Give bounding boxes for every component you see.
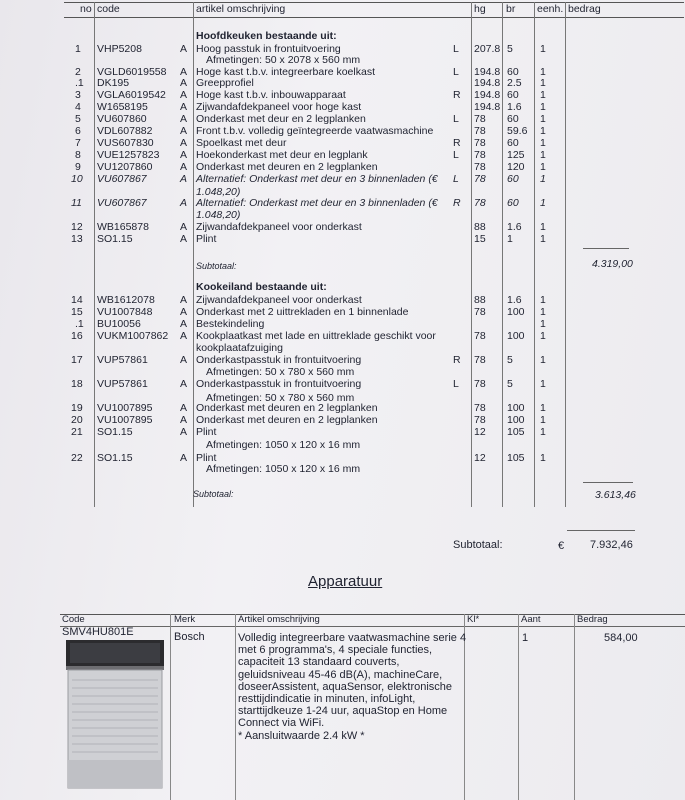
row-a: A (180, 77, 188, 89)
appliance-description-line: capaciteit 13 standaard couverts, (238, 656, 400, 669)
row-code: VU1007895 (97, 402, 153, 414)
row-br: 60 (507, 197, 519, 209)
row-number: 10 (71, 173, 83, 185)
row-hg: 78 (474, 161, 486, 173)
row-eenh: 1 (540, 137, 546, 149)
row-a: A (180, 378, 188, 390)
row-code: W1658195 (97, 101, 148, 113)
row-eenh: 1 (540, 354, 546, 366)
row-hg: 78 (474, 306, 486, 318)
row-hg: 78 (474, 330, 486, 342)
row-description: Zijwandafdekpaneel voor hoge kast (196, 101, 362, 113)
row-eenh: 1 (540, 378, 546, 390)
row-code: VU607867 (97, 173, 147, 185)
dimension-note: Afmetingen: 50 x 780 x 560 mm (206, 366, 355, 378)
row-eenh: 1 (540, 426, 546, 438)
row-description: Onderkastpasstuk in frontuitvoering (196, 354, 362, 366)
row-code: VU1007895 (97, 414, 153, 426)
row-side: R (453, 137, 461, 149)
row-code: BU10056 (97, 318, 141, 330)
row-a: A (180, 306, 188, 318)
row-code: VU1007848 (97, 306, 153, 318)
row-a: A (180, 354, 188, 366)
row-hg: 194.8 (474, 66, 501, 78)
row-number: .1 (75, 77, 84, 89)
appliance-code: SMV4HU801E (62, 626, 134, 638)
dimension-note: Afmetingen: 1050 x 120 x 16 mm (206, 439, 361, 451)
row-description: Onderkast met deuren en 2 legplanken (196, 161, 378, 173)
dimension-note: Afmetingen: 1050 x 120 x 16 mm (206, 463, 361, 475)
dishwasher-image (66, 640, 164, 790)
row-code: VUP57861 (97, 354, 148, 366)
row-description: Hoog passtuk in frontuitvoering (196, 43, 341, 55)
row-eenh: 1 (540, 43, 546, 55)
row-description: Kookplaatkast met lade en uittreklade geschikt voor (196, 330, 436, 342)
row-eenh: 1 (540, 77, 546, 89)
row-hg: 78 (474, 137, 486, 149)
row-a: A (180, 101, 188, 113)
appliance-header-code: Code (62, 614, 85, 625)
row-br: 105 (507, 426, 525, 438)
row-a: A (180, 161, 188, 173)
row-code: VGLD6019558 (97, 66, 167, 78)
row-eenh: 1 (540, 221, 546, 233)
row-hg: 194.8 (474, 77, 501, 89)
row-eenh: 1 (540, 402, 546, 414)
row-description: Alternatief: Onderkast met deur en 3 binnenladen (€ (196, 197, 438, 209)
row-code: VUP57861 (97, 378, 148, 390)
row-description: Onderkastpasstuk in frontuitvoering (196, 378, 362, 390)
dimension-note: Afmetingen: 50 x 780 x 560 mm (206, 392, 355, 404)
row-br: 5 (507, 43, 513, 55)
row-a: A (180, 173, 188, 185)
row-eenh: 1 (540, 318, 546, 330)
row-eenh: 1 (540, 414, 546, 426)
appliance-header-merk: Merk (174, 614, 196, 625)
appliance-description-line: * Aansluitwaarde 2.4 kW * (238, 729, 365, 742)
row-code: WB165878 (97, 221, 149, 233)
appliance-price: 584,00 (604, 632, 638, 644)
row-code: SO1.15 (97, 452, 133, 464)
row-number: .1 (75, 318, 84, 330)
row-number: 5 (75, 113, 81, 125)
row-br: 60 (507, 173, 519, 185)
row-side: L (453, 113, 459, 125)
row-hg: 207.8 (474, 43, 501, 55)
row-hg: 78 (474, 414, 486, 426)
row-br: 60 (507, 89, 519, 101)
row-br: 5 (507, 354, 513, 366)
row-eenh: 1 (540, 66, 546, 78)
alt-price-note: 1.048,20) (196, 209, 241, 221)
row-number: 3 (75, 89, 81, 101)
row-number: 18 (71, 378, 83, 390)
row-hg: 15 (474, 233, 486, 245)
row-a: A (180, 221, 188, 233)
row-br: 100 (507, 402, 525, 414)
row-description: Onderkast met deuren en 2 legplanken (196, 402, 378, 414)
appliance-description-line: geluidsniveau 45-46 dB(A), machineCare, (238, 668, 443, 681)
row-eenh: 1 (540, 452, 546, 464)
row-eenh: 1 (540, 294, 546, 306)
col-divider-code (193, 2, 194, 507)
row-a: A (180, 452, 188, 464)
row-number: 4 (75, 101, 81, 113)
row-eenh: 1 (540, 89, 546, 101)
row-number: 15 (71, 306, 83, 318)
total-label: Subtotaal: (453, 539, 503, 551)
appliance-header-aant: Aant (521, 614, 541, 625)
row-a: A (180, 233, 188, 245)
appliance-quantity: 1 (522, 632, 529, 644)
row-description: Plint (196, 233, 217, 245)
row-code: VUKM1007862 (97, 330, 169, 342)
row-number: 2 (75, 66, 81, 78)
row-side: L (453, 378, 459, 390)
subtotal-value: 3.613,46 (595, 489, 636, 501)
row-hg: 78 (474, 378, 486, 390)
alt-price-note: 1.048,20) (196, 186, 241, 198)
row-eenh: 1 (540, 233, 546, 245)
row-br: 1.6 (507, 294, 522, 306)
header-omschrijving: artikel omschrijving (196, 3, 286, 15)
row-br: 100 (507, 414, 525, 426)
row-br: 100 (507, 330, 525, 342)
row-number: 21 (71, 426, 83, 438)
row-number: 1 (75, 43, 81, 55)
subtotal-label: Subtotaal: (196, 261, 237, 271)
subtotal-rule (583, 482, 633, 483)
row-description: Hoge kast t.b.v. inbouwapparaat (196, 89, 346, 101)
row-code: VGLA6019542 (97, 89, 166, 101)
appliance-description-line: Connect via WiFi. (238, 717, 325, 730)
row-br: 60 (507, 137, 519, 149)
row-a: A (180, 402, 188, 414)
row-number: 14 (71, 294, 83, 306)
row-eenh: 1 (540, 149, 546, 161)
row-a: A (180, 197, 188, 209)
col-divider (235, 614, 236, 800)
row-hg: 78 (474, 113, 486, 125)
col-divider-br (534, 2, 535, 507)
row-description: Zijwandafdekpaneel voor onderkast (196, 221, 362, 233)
row-a: A (180, 125, 188, 137)
row-description: Front t.b.v. volledig geïntegreerde vaatwasmachine (196, 125, 434, 137)
row-a: A (180, 89, 188, 101)
row-hg: 78 (474, 173, 486, 185)
row-hg: 194.8 (474, 89, 501, 101)
row-eenh: 1 (540, 330, 546, 342)
row-a: A (180, 43, 188, 55)
col-divider (574, 614, 575, 800)
kookplaat-extra: kookplaatafzuiging (196, 342, 283, 354)
row-number: 13 (71, 233, 83, 245)
row-code: VU607867 (97, 197, 147, 209)
row-description: Bestekindeling (196, 318, 265, 330)
row-number: 8 (75, 149, 81, 161)
subtotal-rule (583, 248, 629, 249)
row-side: R (453, 354, 461, 366)
row-side: R (453, 89, 461, 101)
row-description: Onderkast met deuren en 2 legplanken (196, 414, 378, 426)
row-hg: 12 (474, 452, 486, 464)
row-eenh: 1 (540, 173, 546, 185)
row-code: VUE1257823 (97, 149, 160, 161)
row-a: A (180, 113, 188, 125)
row-a: A (180, 318, 188, 330)
row-br: 1.6 (507, 221, 522, 233)
row-eenh: 1 (540, 197, 546, 209)
subtotal-label: Subtotaal: (193, 489, 234, 499)
row-hg: 12 (474, 426, 486, 438)
row-br: 1 (507, 233, 513, 245)
row-hg: 78 (474, 402, 486, 414)
apparatuur-title: Apparatuur (308, 573, 383, 590)
row-br: 125 (507, 149, 525, 161)
row-hg: 78 (474, 354, 486, 366)
row-br: 60 (507, 66, 519, 78)
row-br: 100 (507, 306, 525, 318)
header-no: no (80, 3, 92, 15)
row-hg: 78 (474, 125, 486, 137)
row-eenh: 1 (540, 306, 546, 318)
total-currency: € (558, 540, 565, 552)
total-value: 7.932,46 (590, 539, 633, 551)
row-code: SO1.15 (97, 233, 133, 245)
row-br: 60 (507, 113, 519, 125)
row-side: L (453, 66, 459, 78)
dimension-note: Afmetingen: 50 x 2078 x 560 mm (206, 54, 361, 66)
row-side: R (453, 197, 461, 209)
row-description: Onderkast met deur en 2 legplanken (196, 113, 366, 125)
appliance-description-line: Volledig integreerbare vaatwasmachine serie 4 (238, 632, 467, 644)
row-eenh: 1 (540, 161, 546, 173)
row-number: 7 (75, 137, 81, 149)
total-rule (567, 530, 635, 531)
col-divider-desc (471, 2, 472, 507)
appliance-description-line: met 6 programma's, 4 speciale functies, (238, 644, 433, 657)
row-side: L (453, 43, 459, 55)
row-a: A (180, 66, 188, 78)
row-number: 17 (71, 354, 83, 366)
appliance-header-rule (60, 626, 685, 627)
row-code: VU1207860 (97, 161, 153, 173)
row-code: VUS607830 (97, 137, 154, 149)
row-description: Onderkast met 2 uittrekladen en 1 binnenlade (196, 306, 409, 318)
row-hg: 88 (474, 294, 486, 306)
header-br: br (506, 3, 516, 15)
row-a: A (180, 137, 188, 149)
row-code: WB1612078 (97, 294, 155, 306)
appliance-description-line: starttijdkeuze 1-24 uur, aquaStop en Home (238, 705, 448, 718)
row-description: Greepprofiel (196, 77, 254, 89)
row-number: 20 (71, 414, 83, 426)
header-hg: hg (474, 3, 486, 15)
row-hg: 88 (474, 221, 486, 233)
row-description: Hoekonderkast met deur en legplank (196, 149, 368, 161)
row-br: 120 (507, 161, 525, 173)
appliance-brand: Bosch (174, 631, 205, 643)
row-eenh: 1 (540, 101, 546, 113)
appliance-header-kl: Kl* (467, 614, 480, 625)
row-description: Plint (196, 426, 217, 438)
row-side: L (453, 173, 459, 185)
section1-title: Hoofdkeuken bestaande uit: (196, 30, 337, 42)
row-hg: 78 (474, 197, 486, 209)
row-hg: 194.8 (474, 101, 501, 113)
row-number: 6 (75, 125, 81, 137)
row-br: 105 (507, 452, 525, 464)
appliance-header-bedrag: Bedrag (577, 614, 608, 625)
row-description: Plint (196, 452, 217, 464)
row-number: 12 (71, 221, 83, 233)
header-bedrag: bedrag (568, 3, 601, 15)
row-number: 19 (71, 402, 83, 414)
col-divider-hg (502, 2, 503, 507)
row-eenh: 1 (540, 113, 546, 125)
row-a: A (180, 294, 188, 306)
appliance-description-line: resttijdindicatie in minuten, infoLight, (238, 693, 416, 705)
col-divider (518, 614, 519, 800)
row-br: 5 (507, 378, 513, 390)
row-description: Spoelkast met deur (196, 137, 287, 149)
row-number: 22 (71, 452, 83, 464)
row-description: Zijwandafdekpaneel voor onderkast (196, 294, 362, 306)
row-number: 11 (71, 197, 82, 209)
row-number: 16 (71, 330, 83, 342)
row-a: A (180, 414, 188, 426)
col-divider-no (94, 2, 95, 507)
col-divider-eenh (565, 2, 566, 507)
row-code: VU607860 (97, 113, 147, 125)
header-code: code (97, 3, 120, 15)
row-code: VHP5208 (97, 43, 142, 55)
row-a: A (180, 149, 188, 161)
row-a: A (180, 330, 188, 342)
row-eenh: 1 (540, 125, 546, 137)
row-description: Hoge kast t.b.v. integreerbare koelkast (196, 66, 375, 78)
row-hg: 78 (474, 149, 486, 161)
header-eenh: eenh. (537, 3, 564, 15)
appliance-description-line: doseerAssistent, aquaSensor, elektronische (238, 680, 453, 693)
row-side: L (453, 149, 459, 161)
appliance-header-omschrijving: Artikel omschrijving (238, 614, 320, 625)
col-divider (170, 614, 171, 800)
row-a: A (180, 426, 188, 438)
row-br: 1.6 (507, 101, 522, 113)
row-code: SO1.15 (97, 426, 133, 438)
row-code: DK195 (97, 77, 130, 89)
subtotal-value: 4.319,00 (592, 258, 633, 270)
row-number: 9 (75, 161, 81, 173)
row-br: 59.6 (507, 125, 528, 137)
row-code: VDL607882 (97, 125, 153, 137)
section2-title: Kookeiland bestaande uit: (196, 281, 327, 293)
row-br: 2.5 (507, 77, 522, 89)
row-description: Alternatief: Onderkast met deur en 3 binnenladen (€ (196, 173, 438, 185)
